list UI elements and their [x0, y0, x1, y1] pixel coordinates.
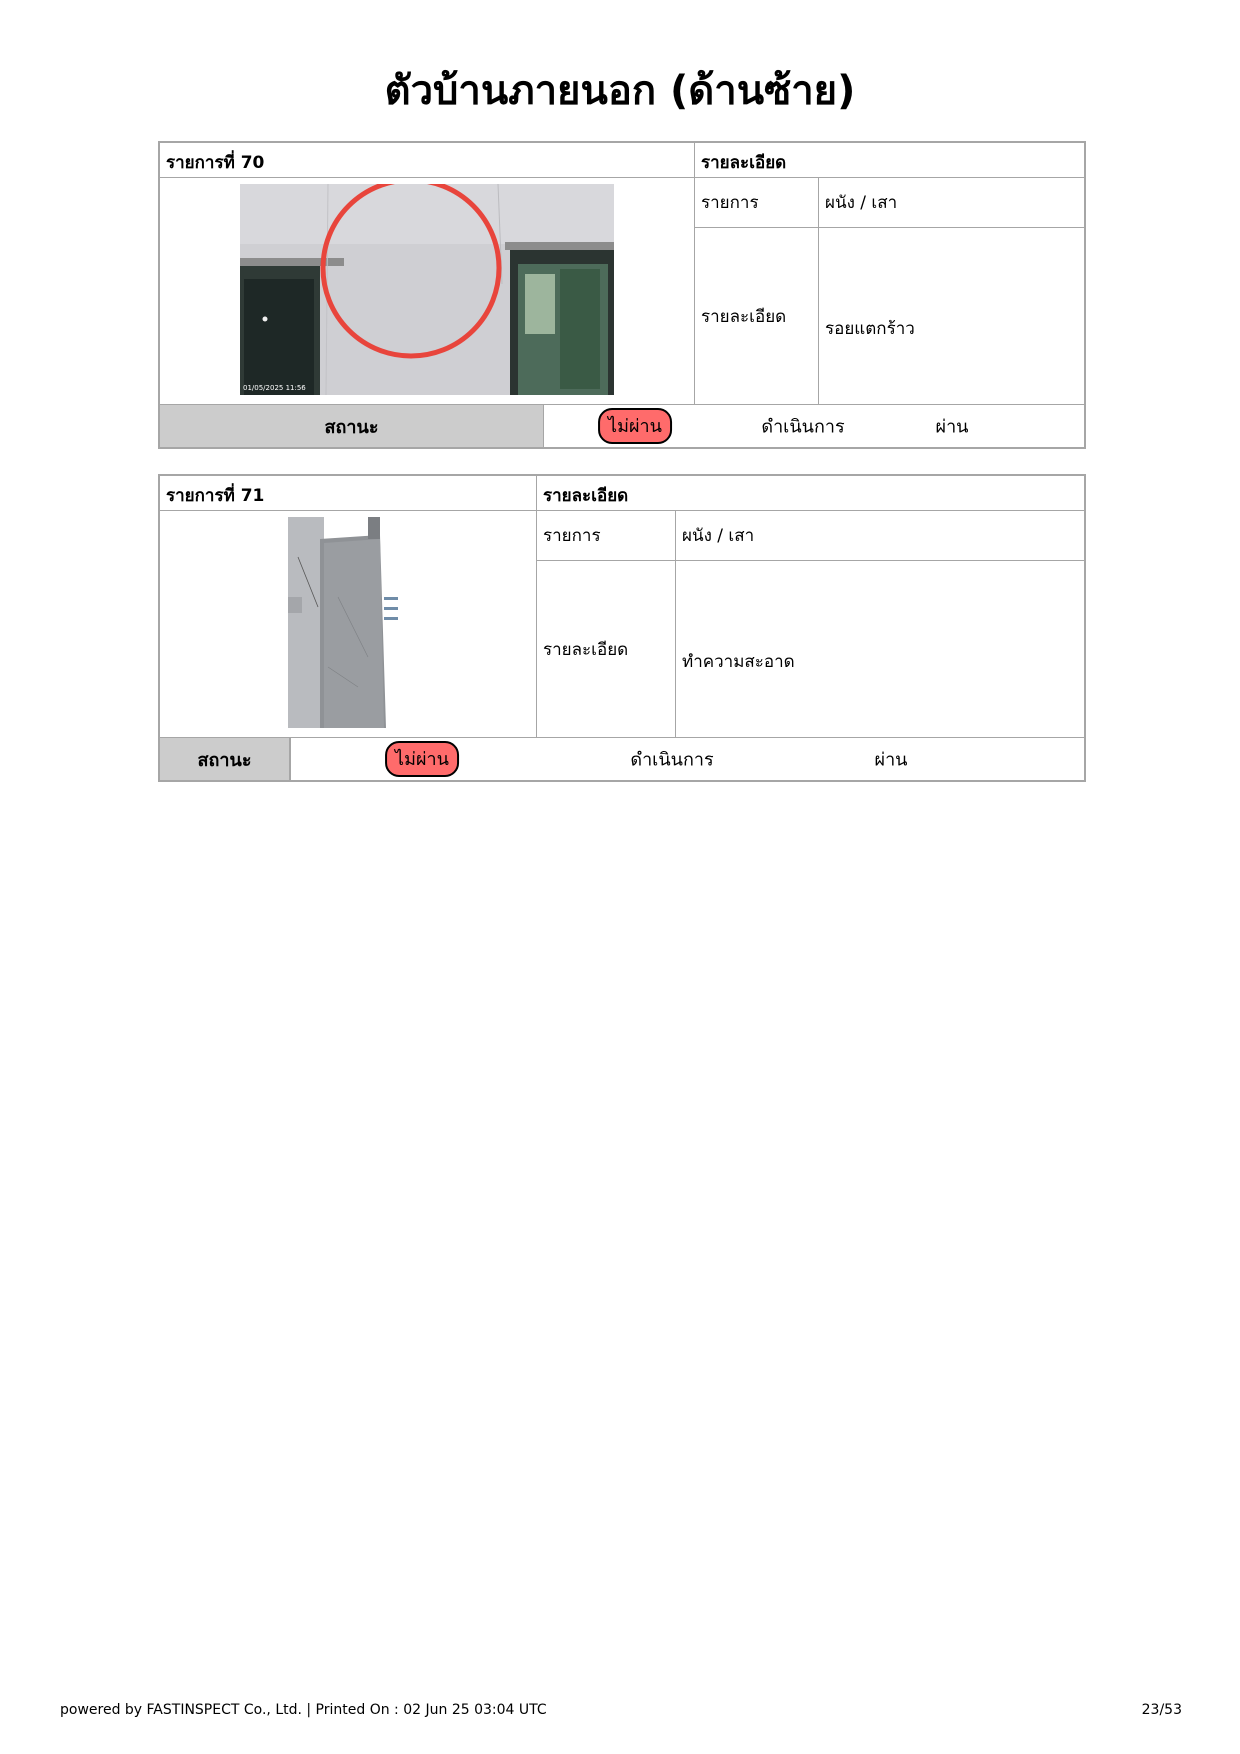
status-in-progress-option[interactable]: ดำเนินการ	[630, 749, 714, 771]
item-label: รายการ	[537, 511, 676, 561]
inspection-item-71	[158, 474, 1086, 782]
status-pass-option[interactable]: ผ่าน	[935, 416, 969, 438]
item-value: ผนัง / เสา	[819, 178, 1084, 228]
detail-value: ทำความสะอาด	[676, 561, 1084, 738]
status-fail-option[interactable]: ไม่ผ่าน	[385, 741, 459, 777]
item-label: รายการ	[695, 178, 819, 228]
inspection-photo[interactable]	[288, 517, 398, 728]
footer-credit: powered by FASTINSPECT Co., Ltd. | Printed On : 02 Jun 25 03:04 UTC	[60, 1702, 547, 1718]
inspection-item-70	[158, 141, 1086, 449]
detail-label: รายละเอียด	[695, 228, 819, 405]
status-in-progress-option[interactable]: ดำเนินการ	[761, 416, 845, 438]
photo-cell	[160, 178, 695, 405]
item-header: รายการที่ 70	[160, 143, 695, 178]
detail-label: รายละเอียด	[537, 561, 676, 738]
photo-cell	[160, 511, 537, 738]
item-value: ผนัง / เสา	[676, 511, 1084, 561]
inspection-photo[interactable]	[240, 184, 614, 395]
page-number: 23/53	[1141, 1702, 1182, 1718]
status-label: สถานะ	[160, 405, 544, 447]
detail-header: รายละเอียด	[695, 143, 1084, 178]
status-options	[544, 405, 1084, 447]
detail-value: รอยแตกร้าว	[819, 228, 1084, 405]
status-options	[290, 738, 1084, 780]
page-title: ตัวบ้านภายนอก (ด้านซ้าย)	[384, 68, 856, 114]
status-fail-option[interactable]: ไม่ผ่าน	[598, 408, 672, 444]
detail-header: รายละเอียด	[537, 476, 1084, 511]
photo-timestamp: 01/05/2025 11:56	[243, 384, 306, 392]
status-label: สถานะ	[160, 738, 290, 780]
item-header: รายการที่ 71	[160, 476, 537, 511]
status-pass-option[interactable]: ผ่าน	[874, 749, 908, 771]
